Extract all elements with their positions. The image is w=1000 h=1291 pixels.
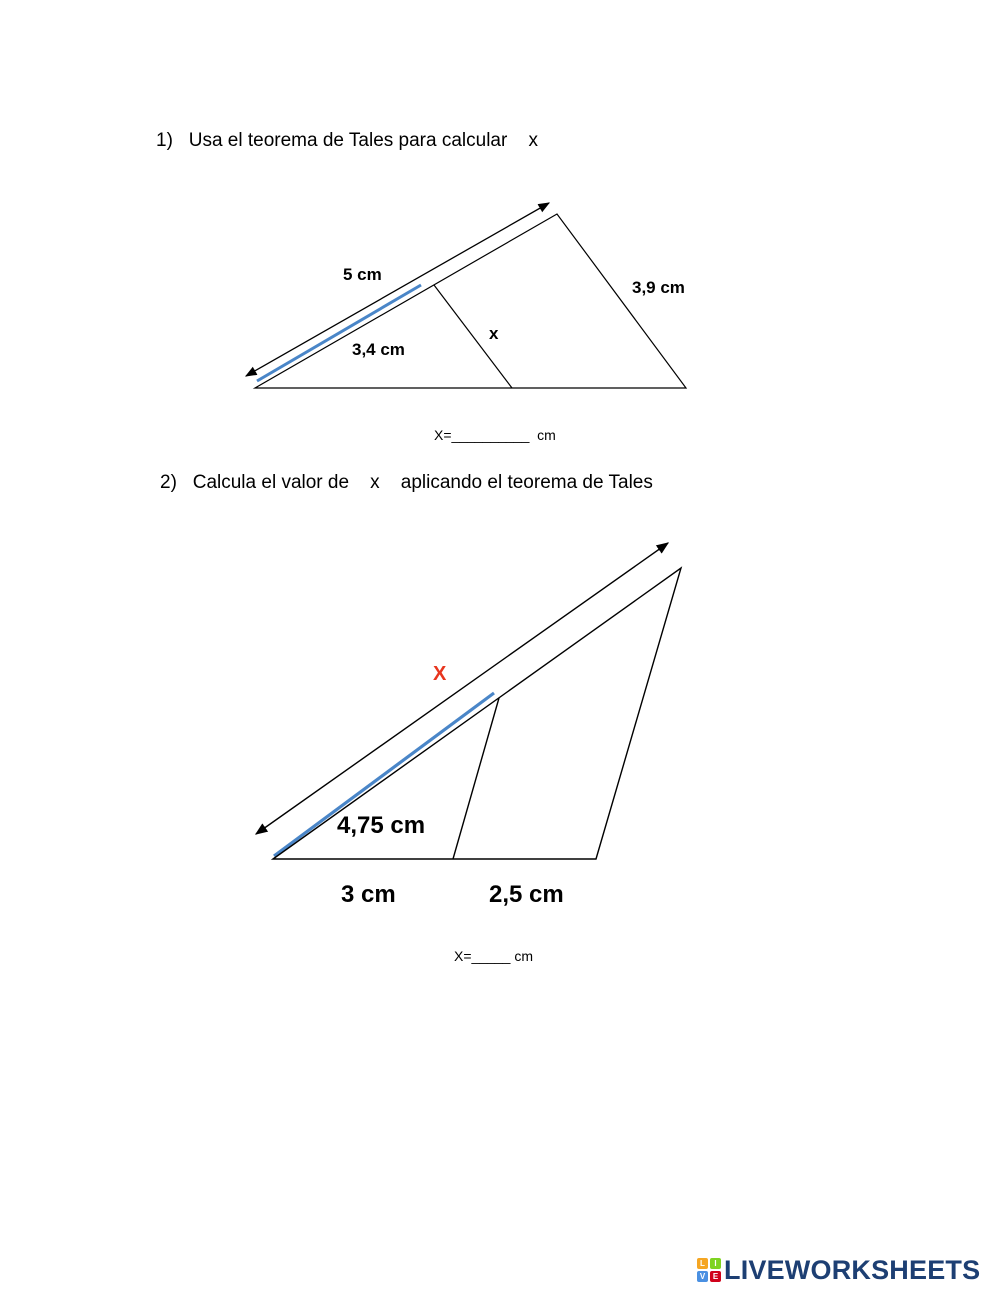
question-1-text: 1) Usa el teorema de Tales para calcular x [156, 130, 538, 151]
logo-block-i: I [710, 1258, 721, 1269]
fig1-label-small-side: 3,4 cm [352, 340, 405, 359]
fig1-label-right-side: 3,9 cm [632, 278, 685, 297]
logo-block-e: E [710, 1271, 721, 1282]
fig2-dimension-arrow [256, 543, 668, 834]
fig1-label-unknown: x [489, 324, 499, 343]
fig1-big-triangle [255, 214, 686, 388]
fig1-label-big-side: 5 cm [343, 265, 382, 284]
liveworksheets-logo [697, 1256, 980, 1284]
fig2-label-unknown: X [433, 663, 447, 685]
fig1-highlight-line [257, 285, 421, 381]
logo-icon [697, 1258, 721, 1282]
fig2-label-small-side: 4,75 cm [337, 812, 426, 839]
logo-text: LIVEWORKSHEETS [724, 1254, 981, 1285]
fig2-label-base-right: 2,5 cm [489, 881, 564, 908]
logo-block-l: L [697, 1258, 708, 1269]
figure-2 [256, 543, 681, 908]
fig1-parallel-segment [434, 285, 512, 388]
figure-1 [246, 203, 686, 388]
logo-block-v: V [697, 1271, 708, 1282]
answer-2-blank[interactable]: X=_____ cm [454, 948, 533, 964]
fig2-big-triangle [273, 568, 681, 859]
answer-1-blank[interactable]: X=__________ cm [434, 427, 556, 443]
fig2-label-base-left: 3 cm [341, 881, 396, 908]
fig2-parallel-segment [453, 698, 499, 859]
question-2-text: 2) Calcula el valor de x aplicando el teorema de Tales [160, 472, 653, 493]
